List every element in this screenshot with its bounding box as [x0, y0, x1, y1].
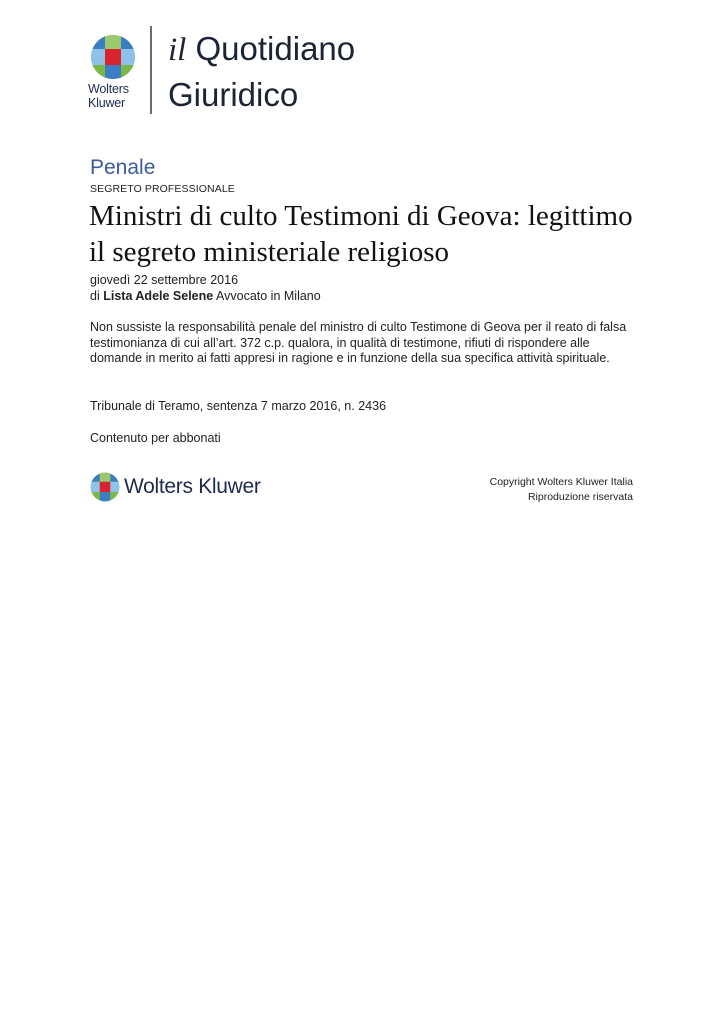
- masthead-title-il: il: [168, 32, 187, 68]
- article-date: giovedì 22 settembre 2016: [90, 273, 239, 287]
- author-role: Avvocato in Milano: [216, 289, 321, 303]
- footer-logo: [90, 472, 280, 504]
- section-label: Penale: [90, 156, 156, 179]
- brand-wordmark: [88, 82, 129, 110]
- brand-line-kluwer: Kluwer: [88, 96, 126, 110]
- court-citation: Tribunale di Teramo, sentenza 7 marzo 2016, n. 2436: [90, 399, 387, 413]
- copyright-notice: [490, 475, 633, 505]
- footer-logo-text: Wolters Kluwer: [124, 475, 261, 498]
- article-kicker: SEGRETO PROFESSIONALE: [90, 183, 235, 195]
- byline-prefix: di: [90, 289, 100, 303]
- rights-line: Riproduzione riservata: [527, 491, 633, 503]
- masthead-title-quotidiano: Quotidiano: [195, 30, 356, 67]
- subscription-note: Contenuto per abbonati: [90, 431, 221, 445]
- article-byline: [90, 289, 321, 303]
- masthead-title-line1: [168, 30, 355, 69]
- copyright-line: Copyright Wolters Kluwer Italia: [489, 476, 633, 488]
- masthead-divider: [150, 26, 152, 114]
- masthead-title-giuridico: Giuridico: [168, 76, 299, 113]
- wolters-kluwer-globe-icon: [90, 34, 136, 80]
- article-headline: Ministri di culto Testimoni di Geova: legittimo il segreto ministeriale religioso: [89, 200, 633, 268]
- article-abstract: Non sussiste la responsabilità penale del ministro di culto Testimone di Geova per il reato di falsa testimonianza di cui all’art. 372 c.p. qualora, in qualità di testimone, rifiuti di rispondere alle domande in merito ai fatti appresi in ragione e in funzione della sua specifica attività spirituale.: [90, 320, 627, 365]
- wolters-kluwer-globe-icon: [90, 472, 120, 502]
- masthead: [88, 26, 418, 116]
- brand-line-wolters: Wolters: [88, 82, 129, 96]
- author-name: Lista Adele Selene: [103, 289, 214, 303]
